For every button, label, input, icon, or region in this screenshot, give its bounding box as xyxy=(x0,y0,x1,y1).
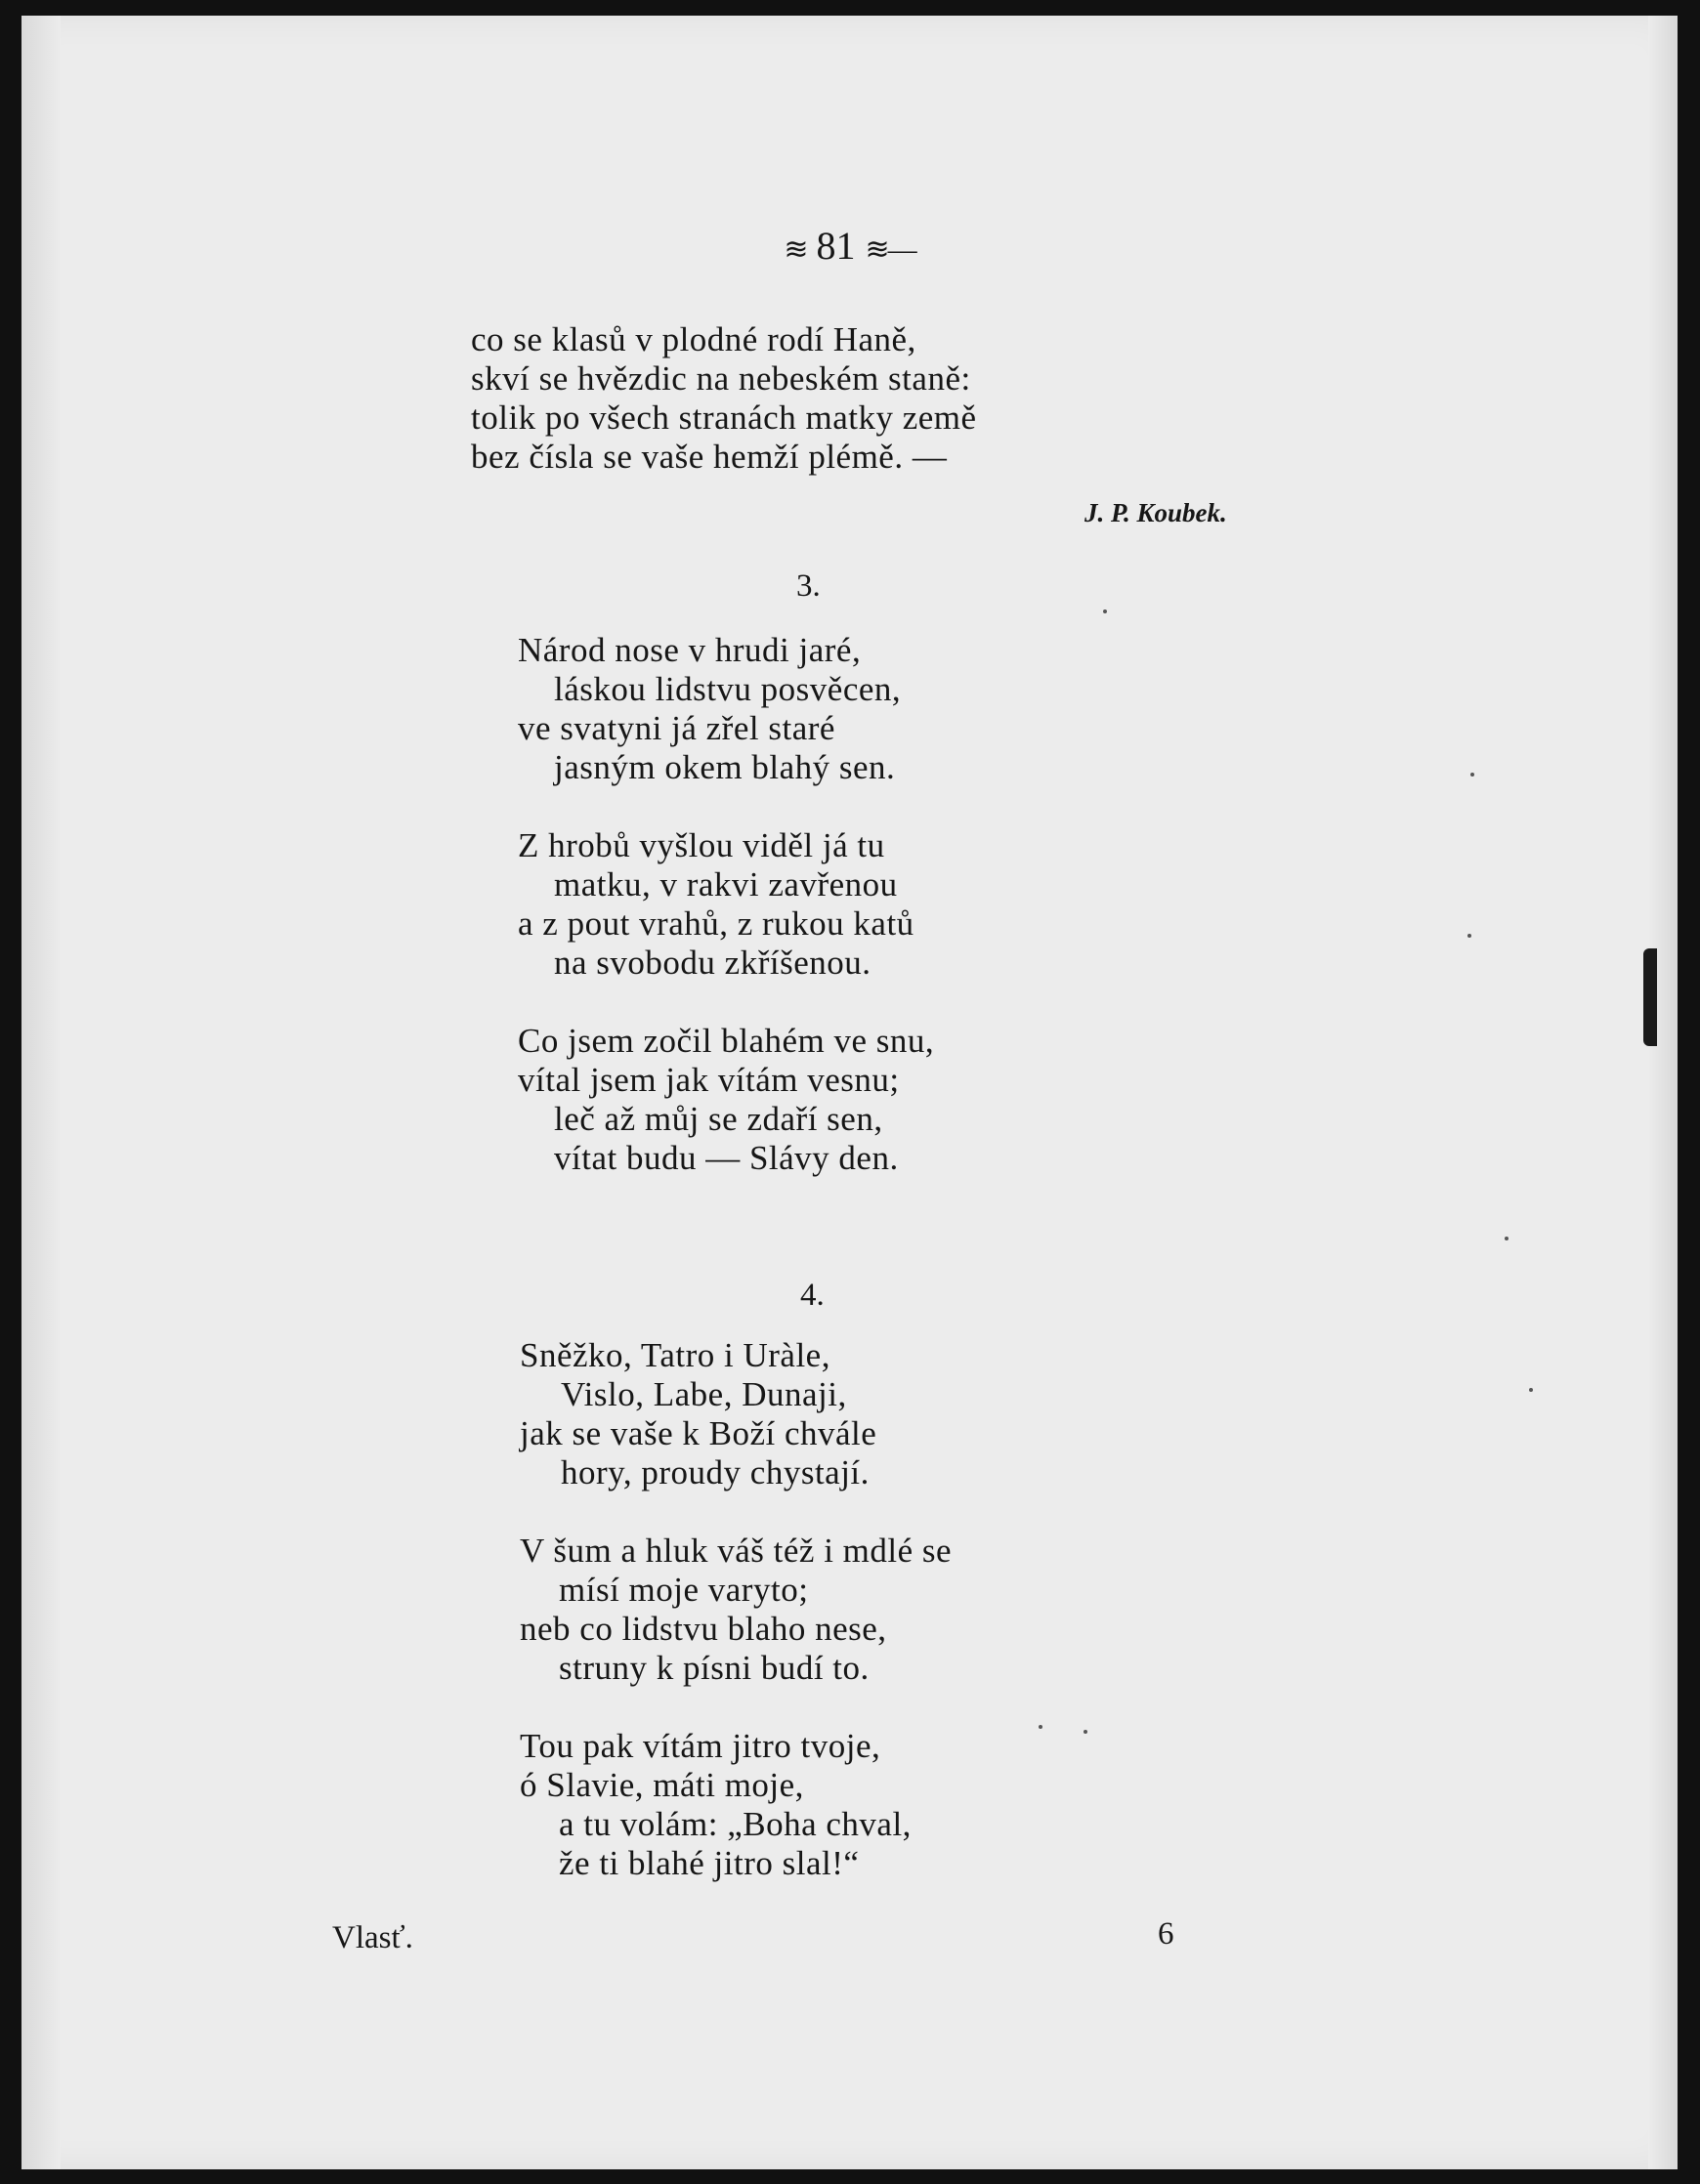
poem4-line: hory, proudy chystají. xyxy=(561,1453,870,1491)
scan-speck xyxy=(1529,1388,1533,1392)
footer-sheet-number: 6 xyxy=(1158,1916,1174,1952)
page-right-edge xyxy=(1648,16,1678,2169)
poem4-line: struny k písni budí to. xyxy=(559,1649,870,1687)
poem4-line: Tou pak vítám jitro tvoje, xyxy=(520,1727,881,1765)
page-number: 81 xyxy=(816,224,856,268)
poem4-line: neb co lidstvu blaho nese, xyxy=(520,1610,887,1648)
scan-speck xyxy=(1467,934,1471,938)
book-page xyxy=(21,16,1678,2169)
poem4-line: ó Slavie, máti moje, xyxy=(520,1766,804,1804)
header-ornament-right-icon: ≋— xyxy=(865,233,915,266)
footer-signature: Vlasť. xyxy=(332,1920,413,1955)
author-attribution: J. P. Koubek. xyxy=(1084,498,1227,527)
poem3-line: Národ nose v hrudi jaré, xyxy=(518,631,862,669)
poem3-line: leč až můj se zdaří sen, xyxy=(554,1100,883,1138)
stanza-top-line: co se klasů v plodné rodí Haně, xyxy=(471,320,916,358)
stanza-top-line: tolik po všech stranách matky země xyxy=(471,399,977,437)
poem3-line: ve svatyni já zřel staré xyxy=(518,709,835,747)
poem3-line: na svobodu zkříšenou. xyxy=(554,944,871,982)
scan-speck xyxy=(1039,1725,1042,1729)
poem3-line: Co jsem zočil blahém ve snu, xyxy=(518,1022,935,1060)
poem3-line: a z pout vrahů, z rukou katů xyxy=(518,904,914,943)
page-fold-shadow xyxy=(21,16,61,2169)
poem3-line: vítal jsem jak vítám vesnu; xyxy=(518,1061,900,1099)
scan-speck xyxy=(1470,773,1474,777)
poem3-line: matku, v rakvi zavřenou xyxy=(554,865,898,903)
poem3-line: vítat budu — Slávy den. xyxy=(554,1139,899,1177)
scan-speck xyxy=(1103,609,1107,613)
poem4-line: V šum a hluk váš též i mdlé se xyxy=(520,1532,953,1570)
header-ornament-left-icon: ≋ xyxy=(784,233,807,266)
section-number: 3. xyxy=(796,568,821,604)
poem4-line: mísí moje varyto; xyxy=(559,1571,809,1609)
stanza-top-line: bez čísla se vaše hemží plémě. — xyxy=(471,438,948,476)
poem4-line: jak se vaše k Boží chvále xyxy=(520,1414,877,1452)
scan-speck xyxy=(1084,1730,1087,1734)
section-number: 4. xyxy=(800,1278,825,1313)
poem4-line: Sněžko, Tatro i Uràle, xyxy=(520,1336,830,1374)
poem4-line: Vislo, Labe, Dunaji, xyxy=(561,1375,847,1413)
scan-speck xyxy=(1505,1237,1509,1240)
scanner-clip-mark xyxy=(1643,948,1657,1046)
stanza-top-line: skví se hvězdic na nebeském staně: xyxy=(471,359,971,398)
poem4-line: a tu volám: „Boha chval, xyxy=(559,1805,912,1843)
poem3-line: jasným okem blahý sen. xyxy=(554,748,896,786)
page-header xyxy=(21,223,1678,269)
poem3-line: láskou lidstvu posvěcen, xyxy=(554,670,902,708)
poem4-line: že ti blahé jitro slal!“ xyxy=(559,1844,860,1882)
poem3-line: Z hrobů vyšlou viděl já tu xyxy=(518,826,885,864)
